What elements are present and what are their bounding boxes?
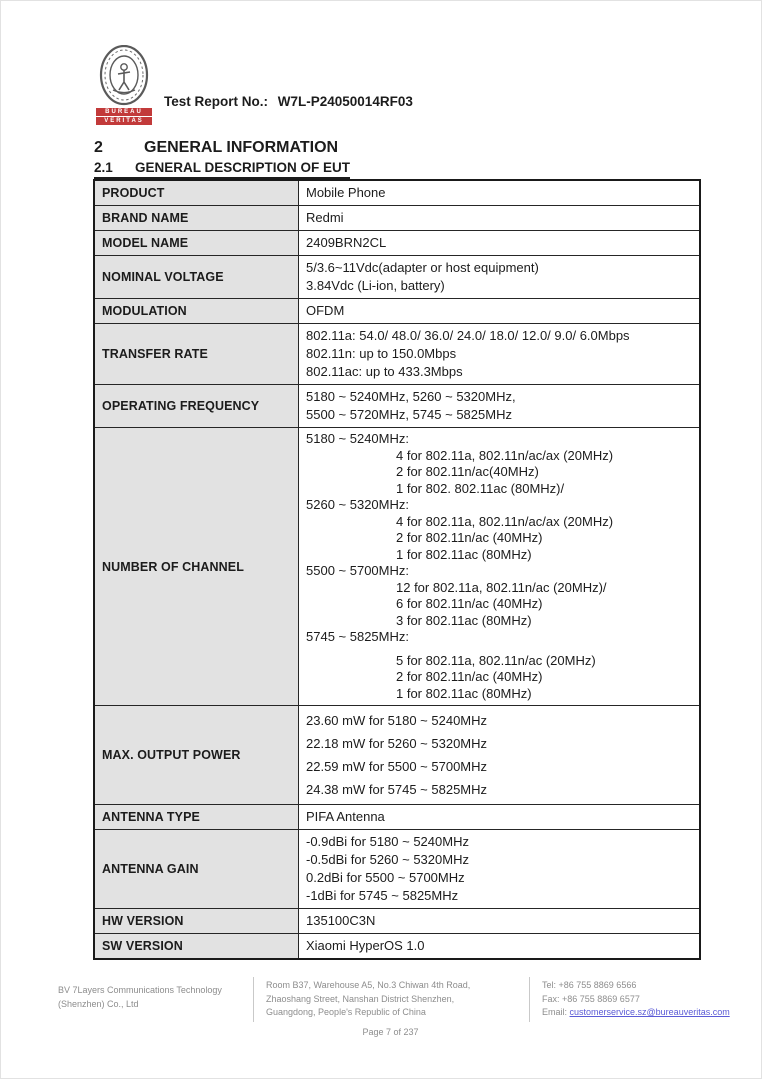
- row-value: [299, 934, 701, 960]
- value-line: 5500 ~ 5720MHz, 5745 ~ 5825MHz: [306, 407, 512, 422]
- value-line: 5180 ~ 5240MHz:: [306, 431, 409, 446]
- value-line: 135100C3N: [306, 913, 376, 928]
- table-row: [94, 256, 700, 299]
- value-line: 24.38 mW for 5745 ~ 5825MHz: [306, 782, 488, 797]
- row-value: [299, 206, 701, 231]
- row-label: TRANSFER RATE: [94, 324, 299, 385]
- value-line: -0.5dBi for 5260 ~ 5320MHz: [306, 852, 469, 867]
- value-line: Xiaomi HyperOS 1.0: [306, 938, 425, 953]
- value-line: 5180 ~ 5240MHz, 5260 ~ 5320MHz,: [306, 389, 516, 404]
- footer-fax: Fax: +86 755 8869 6577: [542, 993, 640, 1004]
- row-label: NUMBER OF CHANNEL: [94, 428, 299, 706]
- table-row: [94, 934, 700, 960]
- bureau-veritas-logo: [96, 45, 152, 125]
- logo-word-bureau: BUREAU: [96, 108, 152, 116]
- report-number-value: W7L-P24050014RF03: [277, 94, 413, 109]
- address-line: Zhaoshang Street, Nanshan District Shenzhen,: [266, 993, 455, 1004]
- table-row: [94, 830, 700, 909]
- report-number-label: Test Report No.:: [164, 94, 268, 109]
- value-line: 5260 ~ 5320MHz:: [306, 497, 409, 512]
- section-title: GENERAL DESCRIPTION OF EUT: [135, 160, 351, 175]
- row-label: BRAND NAME: [94, 206, 299, 231]
- address-line: Room B37, Warehouse A5, No.3 Chiwan 4th Road,: [266, 980, 471, 990]
- page-footer: [56, 977, 742, 1037]
- row-label: SW VERSION: [94, 934, 299, 960]
- report-header: [96, 45, 413, 125]
- email-link[interactable]: customerservice.sz@bureauveritas.com: [569, 1007, 730, 1017]
- row-label: MODEL NAME: [94, 231, 299, 256]
- report-number-line: [164, 94, 413, 109]
- footer-email-line: [542, 1006, 732, 1020]
- value-line: -1dBi for 5745 ~ 5825MHz: [306, 888, 459, 903]
- value-line: Mobile Phone: [306, 185, 386, 200]
- value-line: 5/3.6~11Vdc(adapter or host equipment): [306, 260, 539, 275]
- table-row: [94, 180, 700, 206]
- footer-contact: [529, 977, 732, 1022]
- value-line: -0.9dBi for 5180 ~ 5240MHz: [306, 834, 469, 849]
- value-line: 12 for 802.11a, 802.11n/ac (20MHz)/: [396, 579, 607, 595]
- value-line: 23.60 mW for 5180 ~ 5240MHz: [306, 713, 488, 728]
- row-value: [299, 385, 701, 428]
- row-label: NOMINAL VOLTAGE: [94, 256, 299, 299]
- row-label: HW VERSION: [94, 909, 299, 934]
- table-row: [94, 299, 700, 324]
- table-row: [94, 231, 700, 256]
- row-value: [299, 706, 701, 805]
- value-line: 5500 ~ 5700MHz:: [306, 563, 409, 578]
- value-line: OFDM: [306, 303, 345, 318]
- value-line: 802.11n: up to 150.0Mbps: [306, 346, 457, 361]
- table-row: [94, 385, 700, 428]
- value-line: PIFA Antenna: [306, 809, 385, 824]
- company-line: (Shenzhen) Co., Ltd: [58, 998, 139, 1009]
- section-heading-general-information: [94, 139, 338, 157]
- value-line: 1 for 802.11ac (80MHz): [396, 546, 532, 562]
- address-line: Guangdong, People's Republic of China: [266, 1007, 426, 1017]
- logo-word-veritas: VERITAS: [96, 117, 152, 125]
- row-value: [299, 299, 701, 324]
- table-row: [94, 805, 700, 830]
- table-row: [94, 909, 700, 934]
- footer-company: [56, 977, 253, 1022]
- value-line: 3 for 802.11ac (80MHz): [396, 612, 532, 628]
- section-number: 2: [94, 139, 103, 156]
- value-line: 22.18 mW for 5260 ~ 5320MHz: [306, 736, 488, 751]
- footer-address: [253, 977, 529, 1022]
- footer-columns: [56, 977, 742, 1022]
- table-row: [94, 706, 700, 805]
- row-label: ANTENNA GAIN: [94, 830, 299, 909]
- value-line: 5 for 802.11a, 802.11n/ac (20MHz): [396, 652, 596, 668]
- value-line: 4 for 802.11a, 802.11n/ac/ax (20MHz): [396, 513, 614, 529]
- row-label: ANTENNA TYPE: [94, 805, 299, 830]
- value-line: 802.11a: 54.0/ 48.0/ 36.0/ 24.0/ 18.0/ 12.0/ 9.0/ 6.0Mbps: [306, 328, 630, 343]
- row-value: [299, 231, 701, 256]
- row-value: [299, 428, 701, 706]
- value-line: 6 for 802.11n/ac (40MHz): [396, 596, 543, 611]
- value-line: 1 for 802. 802.11ac (80MHz)/: [396, 480, 565, 496]
- value-line: 2 for 802.11n/ac (40MHz): [396, 669, 543, 684]
- value-line: 2 for 802.11n/ac (40MHz): [396, 530, 543, 545]
- table-row: [94, 324, 700, 385]
- eut-description-table: [93, 179, 701, 960]
- value-line: 802.11ac: up to 433.3Mbps: [306, 364, 463, 379]
- bureau-veritas-emblem-icon: [96, 45, 152, 107]
- page-number: Page 7 of 237: [362, 1026, 419, 1037]
- row-label: OPERATING FREQUENCY: [94, 385, 299, 428]
- value-line: 2 for 802.11n/ac(40MHz): [396, 464, 539, 479]
- company-line: BV 7Layers Communications Technology: [58, 985, 222, 995]
- value-line: 0.2dBi for 5500 ~ 5700MHz: [306, 870, 465, 885]
- value-line: 1 for 802.11ac (80MHz): [396, 685, 532, 701]
- row-label: MAX. OUTPUT POWER: [94, 706, 299, 805]
- row-value: [299, 180, 701, 206]
- value-line: 5745 ~ 5825MHz:: [306, 629, 409, 644]
- value-line: 2409BRN2CL: [306, 235, 387, 250]
- value-line: 4 for 802.11a, 802.11n/ac/ax (20MHz): [396, 447, 614, 463]
- value-line: 3.84Vdc (Li-ion, battery): [306, 278, 445, 293]
- value-line: 22.59 mW for 5500 ~ 5700MHz: [306, 759, 488, 774]
- email-label: Email:: [542, 1007, 570, 1017]
- value-line: Redmi: [306, 210, 344, 225]
- table-row: [94, 428, 700, 706]
- eut-table-body: [94, 180, 700, 959]
- section-heading-general-description: [94, 160, 350, 179]
- row-value: [299, 256, 701, 299]
- row-value: [299, 324, 701, 385]
- row-label: MODULATION: [94, 299, 299, 324]
- table-row: [94, 206, 700, 231]
- section-number: 2.1: [94, 160, 113, 175]
- footer-tel: Tel: +86 755 8869 6566: [542, 980, 637, 990]
- row-label: PRODUCT: [94, 180, 299, 206]
- section-title: GENERAL INFORMATION: [144, 139, 339, 156]
- row-value: [299, 805, 701, 830]
- row-value: [299, 909, 701, 934]
- row-value: [299, 830, 701, 909]
